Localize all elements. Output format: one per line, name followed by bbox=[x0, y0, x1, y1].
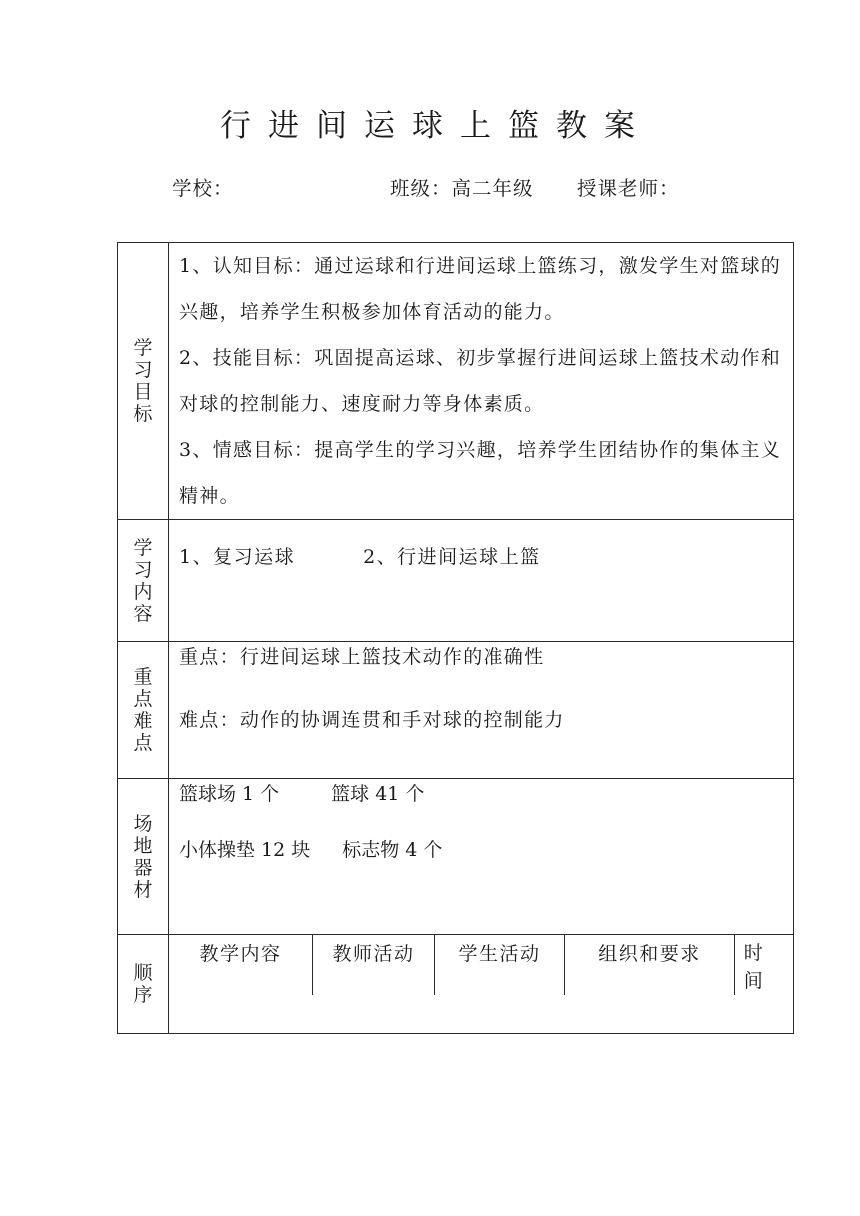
learning-content-content bbox=[169, 520, 794, 642]
header-teaching-content: 教学内容 bbox=[199, 943, 282, 965]
header-student-activity: 学生活动 bbox=[435, 935, 565, 995]
equipment-balls: 篮球 41 个 bbox=[331, 783, 425, 805]
cognitive-goal: 1、认知目标：通过运球和行进间运球上篮练习，激发学生对篮球的兴趣，培养学生积极参加体育活动的能力。 bbox=[179, 255, 782, 323]
skill-goal: 2、技能目标：巩固提高运球、初步掌握行进间运球上篮技术动作和对球的控制能力、速度耐力等身体素质。 bbox=[179, 347, 782, 415]
school-field: 学校： bbox=[172, 177, 234, 200]
equipment-markers: 标志物 4 个 bbox=[342, 839, 443, 861]
header-time-label: 时间 bbox=[743, 942, 765, 992]
header-time bbox=[735, 935, 794, 995]
emotional-goal: 3、情感目标：提高学生的学习兴趣，培养学生团结协作的集体主义精神。 bbox=[179, 439, 782, 507]
key-difficulty-label: 重点难点 bbox=[133, 666, 153, 754]
order-label: 顺序 bbox=[133, 962, 153, 1006]
page-title: 行进间运球上篮教案 bbox=[220, 108, 652, 144]
learning-content-row bbox=[118, 520, 794, 642]
equipment-mats: 小体操垫 12 块 bbox=[179, 839, 311, 861]
learning-content-label-cell bbox=[118, 520, 169, 642]
order-header-cell bbox=[169, 935, 794, 1034]
learning-goals-content bbox=[169, 243, 794, 520]
teacher-field: 授课老师： bbox=[577, 177, 680, 200]
order-label-cell bbox=[118, 935, 169, 1034]
learning-goals-row bbox=[118, 243, 794, 520]
equipment-content bbox=[169, 779, 794, 935]
key-difficulty-content bbox=[169, 642, 794, 779]
header-teacher-activity: 教师活动 bbox=[313, 935, 435, 995]
key-difficulty-label-cell bbox=[118, 642, 169, 779]
equipment-label: 场地器材 bbox=[133, 812, 153, 901]
learning-goals-label: 学习目标 bbox=[133, 337, 153, 425]
equipment-label-cell bbox=[118, 779, 169, 935]
content-item-review-dribble: 1、复习运球 bbox=[179, 546, 296, 568]
content-item-layup: 2、行进间运球上篮 bbox=[363, 546, 541, 568]
key-difficulty-row bbox=[118, 642, 794, 779]
order-row bbox=[118, 935, 794, 1034]
lesson-plan-table bbox=[117, 242, 794, 1034]
learning-goals-label-cell bbox=[118, 243, 169, 520]
class-field: 班级：高二年级 bbox=[390, 177, 534, 200]
order-header-table bbox=[169, 935, 793, 995]
key-point: 重点：行进间运球上篮技术动作的准确性 bbox=[179, 646, 545, 668]
difficulty-point: 难点：动作的协调连贯和手对球的控制能力 bbox=[179, 709, 565, 731]
header-organization: 组织和要求 bbox=[565, 935, 735, 995]
learning-content-label: 学习内容 bbox=[133, 536, 153, 625]
equipment-row bbox=[118, 779, 794, 935]
equipment-court: 篮球场 1 个 bbox=[179, 783, 280, 805]
